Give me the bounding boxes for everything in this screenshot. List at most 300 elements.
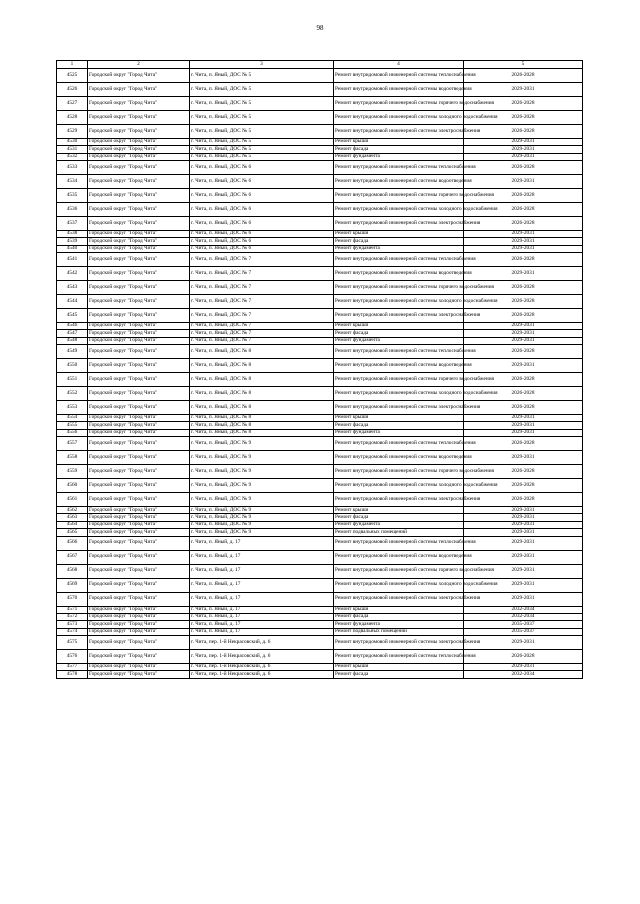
row-number-cell: 4564 [57, 521, 88, 528]
table-row [57, 231, 583, 238]
work-type-cell: Ремонт внутридомовой инженерной системы электроснабжения [334, 493, 464, 507]
address-cell: г. Чита, п. Яный, ДОС № 9 [190, 514, 334, 521]
municipality-cell: Городской округ "Город Чита" [88, 628, 190, 635]
period-cell: 2026-2028 [464, 253, 583, 267]
row-number-cell: 4566 [57, 536, 88, 550]
work-type-cell: Ремонт внутридомовой инженерной системы теплоснабжения [334, 536, 464, 550]
table-row [57, 564, 583, 578]
table-row [57, 97, 583, 111]
period-cell: 2029-2031 [464, 267, 583, 281]
column-header: 1 [57, 61, 88, 69]
row-number-cell: 4526 [57, 83, 88, 97]
period-cell: 2026-2028 [464, 111, 583, 125]
address-cell: г. Чита, п. Яный, ДОС № 5 [190, 97, 334, 111]
address-cell: г. Чита, п. Яный, д. 17 [190, 578, 334, 592]
period-cell: 2026-2028 [464, 387, 583, 401]
address-cell: г. Чита, п. Яный, д. 17 [190, 628, 334, 635]
table-row [57, 621, 583, 628]
table-row [57, 245, 583, 252]
work-type-cell: Ремонт внутридомовой инженерной системы теплоснабжения [334, 253, 464, 267]
work-type-cell: Ремонт внутридомовой инженерной системы горячего водоснабжения [334, 564, 464, 578]
address-cell: г. Чита, п. Яный, ДОС № 5 [190, 125, 334, 139]
table-row [57, 309, 583, 323]
table-row [57, 628, 583, 635]
address-cell: г. Чита, п. Яный, ДОС № 7 [190, 253, 334, 267]
work-type-cell: Ремонт фундамента [334, 621, 464, 628]
municipality-cell: Городской округ "Город Чита" [88, 238, 190, 245]
period-cell: 2026-2028 [464, 437, 583, 451]
row-number-cell: 4538 [57, 231, 88, 238]
period-cell: 2026-2028 [464, 465, 583, 479]
work-type-cell: Ремонт крыши [334, 323, 464, 330]
work-type-cell: Ремонт внутридомовой инженерной системы электроснабжения [334, 635, 464, 649]
period-cell: 2029-2031 [464, 83, 583, 97]
municipality-cell: Городской округ "Город Чита" [88, 295, 190, 309]
row-number-cell: 4549 [57, 345, 88, 359]
table-row [57, 451, 583, 465]
period-cell: 2026-2028 [464, 493, 583, 507]
table-row [57, 578, 583, 592]
address-cell: г. Чита, п. Яный, ДОС № 7 [190, 337, 334, 344]
address-cell: г. Чита, п. Яный, ДОС № 8 [190, 387, 334, 401]
municipality-cell: Городской округ "Город Чита" [88, 564, 190, 578]
period-cell: 2029-2031 [464, 415, 583, 422]
period-cell: 2029-2031 [464, 521, 583, 528]
row-number-cell: 4548 [57, 337, 88, 344]
row-number-cell: 4574 [57, 628, 88, 635]
row-number-cell: 4569 [57, 578, 88, 592]
address-cell: г. Чита, п. Яный, ДОС № 5 [190, 153, 334, 160]
work-type-cell: Ремонт крыши [334, 663, 464, 670]
period-cell: 2026-2028 [464, 295, 583, 309]
period-cell: 2029-2031 [464, 323, 583, 330]
table-row [57, 663, 583, 670]
row-number-cell: 4533 [57, 161, 88, 175]
period-cell: 2026-2028 [464, 203, 583, 217]
period-cell: 2029-2031 [464, 146, 583, 153]
row-number-cell: 4542 [57, 267, 88, 281]
row-number-cell: 4545 [57, 309, 88, 323]
table-row [57, 359, 583, 373]
row-number-cell: 4555 [57, 422, 88, 429]
table-row [57, 295, 583, 309]
work-type-cell: Ремонт подвальных помещений [334, 529, 464, 536]
row-number-cell: 4530 [57, 139, 88, 146]
row-number-cell: 4535 [57, 189, 88, 203]
municipality-cell: Городской округ "Город Чита" [88, 621, 190, 628]
municipality-cell: Городской округ "Город Чита" [88, 465, 190, 479]
municipality-cell: Городской округ "Город Чита" [88, 663, 190, 670]
period-cell: 2029-2031 [464, 592, 583, 606]
period-cell: 2029-2031 [464, 238, 583, 245]
work-type-cell: Ремонт внутридомовой инженерной системы электроснабжения [334, 125, 464, 139]
address-cell: г. Чита, п. Яный, ДОС № 5 [190, 139, 334, 146]
column-header: 3 [190, 61, 334, 69]
municipality-cell: Городской округ "Город Чита" [88, 359, 190, 373]
work-type-cell: Ремонт подвальных помещений [334, 628, 464, 635]
municipality-cell: Городской округ "Город Чита" [88, 401, 190, 415]
period-cell: 2035-2037 [464, 628, 583, 635]
period-cell: 2029-2031 [464, 451, 583, 465]
period-cell: 2026-2028 [464, 97, 583, 111]
row-number-cell: 4571 [57, 606, 88, 613]
work-type-cell: Ремонт внутридомовой инженерной системы горячего водоснабжения [334, 281, 464, 295]
table-row [57, 69, 583, 83]
municipality-cell: Городской округ "Город Чита" [88, 550, 190, 564]
row-number-cell: 4534 [57, 175, 88, 189]
municipality-cell: Городской округ "Город Чита" [88, 493, 190, 507]
municipality-cell: Городской округ "Город Чита" [88, 514, 190, 521]
table-row [57, 649, 583, 663]
municipality-cell: Городской округ "Город Чита" [88, 529, 190, 536]
municipality-cell: Городской округ "Город Чита" [88, 217, 190, 231]
table-row [57, 529, 583, 536]
municipality-cell: Городской округ "Город Чита" [88, 415, 190, 422]
work-type-cell: Ремонт внутридомовой инженерной системы холодного водоснабжения [334, 203, 464, 217]
work-type-cell: Ремонт внутридомовой инженерной системы водоотведения [334, 550, 464, 564]
work-type-cell: Ремонт внутридомовой инженерной системы электроснабжения [334, 309, 464, 323]
address-cell: г. Чита, п. Яный, ДОС № 9 [190, 529, 334, 536]
table-row [57, 337, 583, 344]
table-row [57, 671, 583, 678]
row-number-cell: 4567 [57, 550, 88, 564]
row-number-cell: 4556 [57, 429, 88, 436]
address-cell: г. Чита, п. Яный, ДОС № 8 [190, 429, 334, 436]
work-type-cell: Ремонт крыши [334, 507, 464, 514]
column-header: 2 [88, 61, 190, 69]
table-row [57, 125, 583, 139]
column-header: 4 [334, 61, 464, 69]
work-type-cell: Ремонт фундамента [334, 153, 464, 160]
municipality-cell: Городской округ "Город Чита" [88, 437, 190, 451]
row-number-cell: 4537 [57, 217, 88, 231]
period-cell: 2029-2031 [464, 536, 583, 550]
table-row [57, 139, 583, 146]
row-number-cell: 4561 [57, 493, 88, 507]
address-cell: г. Чита, п. Яный, ДОС № 8 [190, 401, 334, 415]
table-row [57, 437, 583, 451]
period-cell: 2026-2028 [464, 373, 583, 387]
table-row [57, 493, 583, 507]
row-number-cell: 4539 [57, 238, 88, 245]
work-type-cell: Ремонт внутридомовой инженерной системы теплоснабжения [334, 345, 464, 359]
address-cell: г. Чита, п. Яный, ДОС № 6 [190, 161, 334, 175]
address-cell: г. Чита, п. Яный, ДОС № 9 [190, 465, 334, 479]
table-row [57, 267, 583, 281]
work-type-cell: Ремонт внутридомовой инженерной системы горячего водоснабжения [334, 465, 464, 479]
municipality-cell: Городской округ "Город Чита" [88, 189, 190, 203]
address-cell: г. Чита, п. Яный, ДОС № 6 [190, 175, 334, 189]
row-number-cell: 4525 [57, 69, 88, 83]
address-cell: г. Чита, пер. 1-й Некрасовский, д. 6 [190, 649, 334, 663]
address-cell: г. Чита, п. Яный, ДОС № 5 [190, 83, 334, 97]
address-cell: г. Чита, п. Яный, ДОС № 9 [190, 437, 334, 451]
period-cell: 2029-2031 [464, 330, 583, 337]
municipality-cell: Городской округ "Город Чита" [88, 606, 190, 613]
row-number-cell: 4532 [57, 153, 88, 160]
address-cell: г. Чита, п. Яный, ДОС № 6 [190, 245, 334, 252]
row-number-cell: 4565 [57, 529, 88, 536]
row-number-cell: 4554 [57, 415, 88, 422]
municipality-cell: Городской округ "Город Чита" [88, 125, 190, 139]
work-type-cell: Ремонт внутридомовой инженерной системы холодного водоснабжения [334, 387, 464, 401]
work-type-cell: Ремонт внутридомовой инженерной системы теплоснабжения [334, 437, 464, 451]
row-number-cell: 4578 [57, 671, 88, 678]
work-type-cell: Ремонт фасада [334, 613, 464, 620]
period-cell: 2029-2031 [464, 429, 583, 436]
address-cell: г. Чита, п. Яный, ДОС № 7 [190, 281, 334, 295]
table-row [57, 153, 583, 160]
address-cell: г. Чита, п. Яный, ДОС № 6 [190, 189, 334, 203]
address-cell: г. Чита, п. Яный, д. 17 [190, 606, 334, 613]
period-cell: 2029-2031 [464, 422, 583, 429]
work-type-cell: Ремонт внутридомовой инженерной системы электроснабжения [334, 401, 464, 415]
municipality-cell: Городской округ "Город Чита" [88, 649, 190, 663]
municipality-cell: Городской округ "Город Чита" [88, 671, 190, 678]
work-type-cell: Ремонт крыши [334, 415, 464, 422]
period-cell: 2029-2031 [464, 359, 583, 373]
table-row [57, 415, 583, 422]
municipality-cell: Городской округ "Город Чита" [88, 592, 190, 606]
row-number-cell: 4544 [57, 295, 88, 309]
row-number-cell: 4531 [57, 146, 88, 153]
work-type-cell: Ремонт фасада [334, 514, 464, 521]
table-row [57, 550, 583, 564]
address-cell: г. Чита, п. Яный, ДОС № 8 [190, 345, 334, 359]
address-cell: г. Чита, пер. 1-й Некрасовский, д. 6 [190, 635, 334, 649]
row-number-cell: 4536 [57, 203, 88, 217]
row-number-cell: 4577 [57, 663, 88, 670]
row-number-cell: 4576 [57, 649, 88, 663]
address-cell: г. Чита, п. Яный, ДОС № 7 [190, 295, 334, 309]
address-cell: г. Чита, п. Яный, ДОС № 7 [190, 323, 334, 330]
address-cell: г. Чита, п. Яный, д. 17 [190, 564, 334, 578]
table-row [57, 323, 583, 330]
address-cell: г. Чита, п. Яный, ДОС № 6 [190, 231, 334, 238]
address-cell: г. Чита, п. Яный, ДОС № 9 [190, 451, 334, 465]
table-row [57, 507, 583, 514]
row-number-cell: 4527 [57, 97, 88, 111]
address-cell: г. Чита, п. Яный, ДОС № 8 [190, 422, 334, 429]
municipality-cell: Городской округ "Город Чита" [88, 281, 190, 295]
address-cell: г. Чита, п. Яный, д. 17 [190, 621, 334, 628]
row-number-cell: 4543 [57, 281, 88, 295]
row-number-cell: 4547 [57, 330, 88, 337]
work-type-cell: Ремонт внутридомовой инженерной системы холодного водоснабжения [334, 479, 464, 493]
municipality-cell: Городской округ "Город Чита" [88, 429, 190, 436]
period-cell: 2029-2031 [464, 635, 583, 649]
municipality-cell: Городской округ "Город Чита" [88, 373, 190, 387]
period-cell: 2026-2028 [464, 479, 583, 493]
period-cell: 2029-2031 [464, 507, 583, 514]
municipality-cell: Городской округ "Город Чита" [88, 253, 190, 267]
municipality-cell: Городской округ "Город Чита" [88, 521, 190, 528]
municipality-cell: Городской округ "Город Чита" [88, 330, 190, 337]
work-type-cell: Ремонт фасада [334, 146, 464, 153]
period-cell: 2029-2031 [464, 529, 583, 536]
work-type-cell: Ремонт внутридомовой инженерной системы теплоснабжения [334, 69, 464, 83]
period-cell: 2029-2031 [464, 564, 583, 578]
work-type-cell: Ремонт фасада [334, 422, 464, 429]
municipality-cell: Городской округ "Город Чита" [88, 578, 190, 592]
address-cell: г. Чита, п. Яный, д. 17 [190, 613, 334, 620]
period-cell: 2029-2031 [464, 550, 583, 564]
work-type-cell: Ремонт внутридомовой инженерной системы холодного водоснабжения [334, 111, 464, 125]
work-type-cell: Ремонт внутридомовой инженерной системы теплоснабжения [334, 649, 464, 663]
work-type-cell: Ремонт фасада [334, 238, 464, 245]
work-type-cell: Ремонт внутридомовой инженерной системы теплоснабжения [334, 161, 464, 175]
address-cell: г. Чита, п. Яный, ДОС № 7 [190, 330, 334, 337]
table-row [57, 281, 583, 295]
municipality-cell: Городской округ "Город Чита" [88, 146, 190, 153]
work-type-cell: Ремонт фундамента [334, 245, 464, 252]
municipality-cell: Городской округ "Город Чита" [88, 507, 190, 514]
table-row [57, 111, 583, 125]
row-number-cell: 4540 [57, 245, 88, 252]
period-cell: 2026-2028 [464, 161, 583, 175]
address-cell: г. Чита, п. Яный, ДОС № 6 [190, 238, 334, 245]
address-cell: г. Чита, п. Яный, д. 17 [190, 592, 334, 606]
table-row [57, 479, 583, 493]
work-type-cell: Ремонт крыши [334, 606, 464, 613]
municipality-cell: Городской округ "Город Чита" [88, 309, 190, 323]
work-type-cell: Ремонт внутридомовой инженерной системы горячего водоснабжения [334, 189, 464, 203]
period-cell: 2026-2028 [464, 217, 583, 231]
period-cell: 2026-2028 [464, 189, 583, 203]
municipality-cell: Городской округ "Город Чита" [88, 387, 190, 401]
work-type-cell: Ремонт внутридомовой инженерной системы горячего водоснабжения [334, 373, 464, 387]
address-cell: г. Чита, п. Яный, ДОС № 6 [190, 203, 334, 217]
municipality-cell: Городской округ "Город Чита" [88, 323, 190, 330]
registry-table [56, 60, 583, 679]
period-cell: 2026-2028 [464, 281, 583, 295]
municipality-cell: Городской округ "Город Чита" [88, 245, 190, 252]
row-number-cell: 4557 [57, 437, 88, 451]
municipality-cell: Городской округ "Город Чита" [88, 536, 190, 550]
row-number-cell: 4560 [57, 479, 88, 493]
municipality-cell: Городской округ "Город Чита" [88, 451, 190, 465]
table-row [57, 536, 583, 550]
period-cell: 2026-2028 [464, 649, 583, 663]
municipality-cell: Городской округ "Город Чита" [88, 83, 190, 97]
municipality-cell: Городской округ "Город Чита" [88, 479, 190, 493]
address-cell: г. Чита, п. Яный, ДОС № 8 [190, 415, 334, 422]
municipality-cell: Городской округ "Город Чита" [88, 267, 190, 281]
period-cell: 2026-2028 [464, 345, 583, 359]
work-type-cell: Ремонт внутридомовой инженерной системы холодного водоснабжения [334, 578, 464, 592]
table-row [57, 373, 583, 387]
table-header-row [57, 61, 583, 69]
period-cell: 2029-2031 [464, 514, 583, 521]
row-number-cell: 4551 [57, 373, 88, 387]
period-cell: 2032-2034 [464, 671, 583, 678]
municipality-cell: Городской округ "Город Чита" [88, 613, 190, 620]
table-row [57, 175, 583, 189]
municipality-cell: Городской округ "Город Чита" [88, 337, 190, 344]
period-cell: 2029-2031 [464, 578, 583, 592]
row-number-cell: 4553 [57, 401, 88, 415]
work-type-cell: Ремонт внутридомовой инженерной системы водоотведения [334, 267, 464, 281]
row-number-cell: 4575 [57, 635, 88, 649]
work-type-cell: Ремонт фасада [334, 330, 464, 337]
municipality-cell: Городской округ "Город Чита" [88, 161, 190, 175]
table-row [57, 465, 583, 479]
address-cell: г. Чита, п. Яный, д. 17 [190, 536, 334, 550]
municipality-cell: Городской округ "Город Чита" [88, 97, 190, 111]
work-type-cell: Ремонт внутридомовой инженерной системы водоотведения [334, 175, 464, 189]
period-cell: 2029-2031 [464, 139, 583, 146]
work-type-cell: Ремонт внутридомовой инженерной системы водоотведения [334, 359, 464, 373]
page-number: 98 [316, 24, 324, 32]
table-row [57, 161, 583, 175]
table-row [57, 203, 583, 217]
municipality-cell: Городской округ "Город Чита" [88, 635, 190, 649]
table-row [57, 635, 583, 649]
table-row [57, 387, 583, 401]
municipality-cell: Городской округ "Город Чита" [88, 139, 190, 146]
work-type-cell: Ремонт внутридомовой инженерной системы горячего водоснабжения [334, 97, 464, 111]
row-number-cell: 4541 [57, 253, 88, 267]
table-row [57, 429, 583, 436]
work-type-cell: Ремонт внутридомовой инженерной системы электроснабжения [334, 217, 464, 231]
row-number-cell: 4562 [57, 507, 88, 514]
work-type-cell: Ремонт фундамента [334, 521, 464, 528]
work-type-cell: Ремонт фундамента [334, 337, 464, 344]
work-type-cell: Ремонт фундамента [334, 429, 464, 436]
table-body [57, 69, 583, 679]
address-cell: г. Чита, п. Яный, ДОС № 9 [190, 507, 334, 514]
period-cell: 2029-2031 [464, 175, 583, 189]
address-cell: г. Чита, пер. 1-й Некрасовский, д. 6 [190, 663, 334, 670]
row-number-cell: 4550 [57, 359, 88, 373]
row-number-cell: 4559 [57, 465, 88, 479]
row-number-cell: 4563 [57, 514, 88, 521]
row-number-cell: 4573 [57, 621, 88, 628]
address-cell: г. Чита, п. Яный, ДОС № 7 [190, 309, 334, 323]
municipality-cell: Городской округ "Город Чита" [88, 422, 190, 429]
table-row [57, 83, 583, 97]
table-row [57, 189, 583, 203]
municipality-cell: Городской округ "Город Чита" [88, 231, 190, 238]
period-cell: 2029-2031 [464, 245, 583, 252]
address-cell: г. Чита, п. Яный, ДОС № 9 [190, 521, 334, 528]
row-number-cell: 4570 [57, 592, 88, 606]
period-cell: 2026-2028 [464, 69, 583, 83]
address-cell: г. Чита, п. Яный, ДОС № 5 [190, 69, 334, 83]
period-cell: 2029-2031 [464, 231, 583, 238]
work-type-cell: Ремонт внутридомовой инженерной системы водоотведения [334, 83, 464, 97]
municipality-cell: Городской округ "Город Чита" [88, 345, 190, 359]
period-cell: 2032-2034 [464, 606, 583, 613]
row-number-cell: 4528 [57, 111, 88, 125]
table-row [57, 401, 583, 415]
work-type-cell: Ремонт крыши [334, 139, 464, 146]
address-cell: г. Чита, п. Яный, ДОС № 5 [190, 146, 334, 153]
table-row [57, 253, 583, 267]
municipality-cell: Городской округ "Город Чита" [88, 203, 190, 217]
period-cell: 2035-2037 [464, 621, 583, 628]
table-row [57, 521, 583, 528]
work-type-cell: Ремонт внутридомовой инженерной системы холодного водоснабжения [334, 295, 464, 309]
municipality-cell: Городской округ "Город Чита" [88, 69, 190, 83]
municipality-cell: Городской округ "Город Чита" [88, 111, 190, 125]
table-row [57, 345, 583, 359]
address-cell: г. Чита, п. Яный, ДОС № 5 [190, 111, 334, 125]
work-type-cell: Ремонт фасада [334, 671, 464, 678]
row-number-cell: 4546 [57, 323, 88, 330]
period-cell: 2026-2028 [464, 401, 583, 415]
period-cell: 2029-2031 [464, 337, 583, 344]
